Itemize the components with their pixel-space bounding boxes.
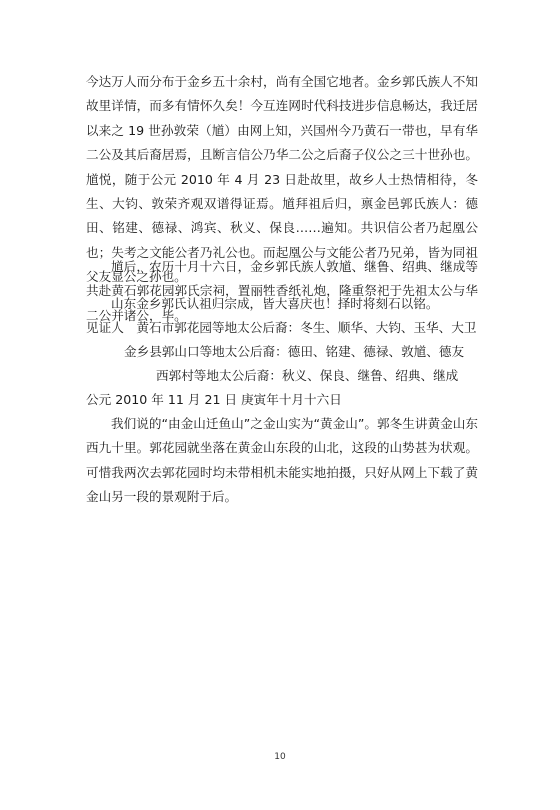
date-line: 公元 2010 年 11 月 21 日 庚寅年十月十六日 (86, 392, 342, 407)
page-number: 10 (274, 752, 286, 762)
witness-line-3: 西郭村等地太公后裔：秋义、保良、继鲁、绍典、继成 (156, 368, 459, 383)
body-paragraph-3: 山东金乡郭氏认祖归宗成，皆大喜庆也！择时将刻石以铭。 (111, 296, 439, 311)
closing-paragraph: 我们说的“由金山迁鱼山”之金山实为“黄金山”。郭冬生讲黄金山东西九十里。郭花园就坐落在黄金山东段的山北，这段的山势甚为状观。可惜我两次去郭花园时均未带相机未能实地拍摄，只好从网上下载了黄金山另一段的景观附于后。 (86, 416, 478, 505)
witness-line-2: 金乡县郭山口等地太公后裔：德田、铭建、德禄、敦馗、德友 (124, 344, 465, 359)
body-paragraph-1: 今达万人而分布于金乡五十余村，尚有全国它地者。金乡郭氏族人不知故里详情，而多有情怀久矣！今互连网时代科技进步信息畅达，我迁居以来之 19 世孙敦荣（馗）由网上知，兴国州今乃黄石一带也，早有华二公及其后裔居焉，且断言信公乃华二公之后裔子仪公之三十世孙也。馗悦，随于公元 2010 年 4 月 23 日赴故里，故乡人士热情相待，冬生、大钧、敦荣齐观双谱得证焉。馗拜祖后归，禀金邑郭氏族人：德田、铭建、德禄、鸿宾、秋义、保良……遍知。共识信公者乃起凰公也；失考之文能公者乃礼公也。而起凰公与文能公者乃兄弟，皆为同祖父友显公之孙也。 (86, 74, 478, 285)
witness-line-1: 见证人 黄石市郭花园等地太公后裔：冬生、顺华、大钧、玉华、大卫 (86, 320, 477, 335)
body-paragraph-2: 馗后，农历十月十六日，金乡郭氏族人敦馗、继鲁、绍典、继成等共赴黄石郭花园郭氏宗祠，置丽牲香纸礼炮，隆重祭祀于先祖太公与华二公并诸公，毕。 (86, 259, 478, 323)
